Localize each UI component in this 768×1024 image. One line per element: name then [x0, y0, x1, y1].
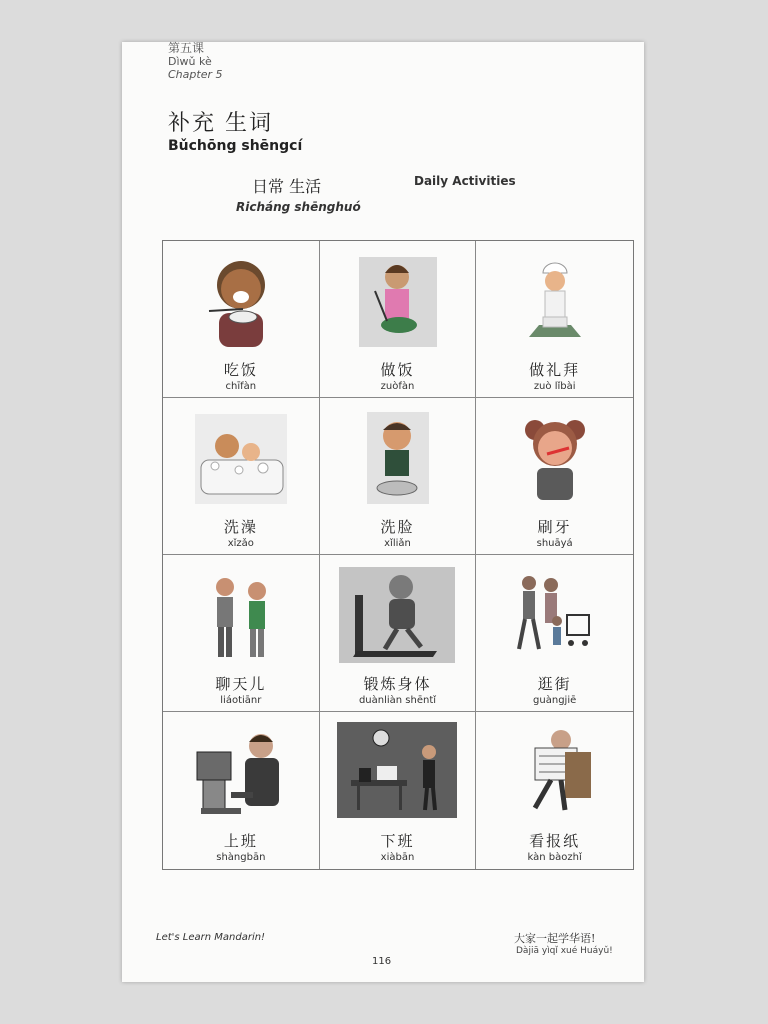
- brushing-teeth-icon: [490, 406, 620, 510]
- page-title: 补充 生词: [168, 111, 273, 136]
- vocab-pinyin: liáotiānr: [220, 695, 262, 706]
- vocab-card: [163, 241, 320, 398]
- textbook-page: [122, 42, 644, 982]
- vocab-pinyin: guàngjiē: [533, 695, 577, 706]
- chapter-cn: 第五课: [168, 41, 205, 55]
- footer-slogan-cn: 大家一起学华语!: [514, 932, 596, 945]
- footer-slogan-pinyin: Dàjiā yìqǐ xué Huáyǔ!: [516, 946, 613, 956]
- vocab-card: [476, 712, 633, 869]
- vocab-chinese: 聊天儿: [215, 675, 267, 693]
- vocab-chinese: 刷牙: [537, 518, 572, 536]
- vocab-chinese: 洗澡: [223, 518, 258, 536]
- vocabulary-grid: [162, 240, 634, 870]
- vocab-pinyin: zuòfàn: [380, 381, 415, 392]
- vocab-card: [320, 398, 477, 555]
- reading-newspaper-icon: [490, 720, 620, 824]
- vocab-chinese: 逛街: [537, 675, 572, 693]
- vocab-pinyin: zuò lǐbài: [533, 381, 576, 392]
- vocab-card: [476, 398, 633, 555]
- vocab-card: [320, 241, 477, 398]
- vocab-card: [163, 712, 320, 869]
- praying-icon: [490, 249, 620, 353]
- section-title-pinyin: Richáng shēnghuó: [236, 200, 361, 214]
- vocab-card: [476, 555, 633, 712]
- vocab-chinese: 做饭: [380, 361, 415, 379]
- eating-rice-icon: [176, 249, 306, 353]
- shopping-icon: [490, 563, 620, 667]
- vocab-chinese: 吃饭: [223, 361, 258, 379]
- vocab-pinyin: shàngbān: [216, 852, 266, 863]
- vocab-pinyin: duànliàn shēntǐ: [358, 695, 437, 706]
- vocab-chinese: 看报纸: [529, 832, 581, 850]
- working-at-computer-icon: [176, 720, 306, 824]
- vocab-card: [476, 241, 633, 398]
- vocab-pinyin: xǐzǎo: [227, 538, 254, 549]
- vocab-pinyin: chīfàn: [225, 381, 257, 392]
- vocab-pinyin: kàn bàozhǐ: [527, 852, 582, 863]
- vocab-chinese: 上班: [223, 832, 258, 850]
- section-title: 日常 生活: [252, 177, 322, 196]
- bathing-icon: [176, 406, 306, 510]
- vocab-chinese: 做礼拜: [529, 361, 581, 379]
- chapter-header: [168, 42, 222, 81]
- vocab-chinese: 锻炼身体: [363, 675, 432, 693]
- page-number: 116: [372, 956, 392, 967]
- chapter-en: Chapter 5: [168, 68, 223, 81]
- vocab-pinyin: xǐliǎn: [384, 538, 411, 549]
- chapter-pinyin: Dìwǔ kè: [168, 55, 212, 68]
- footer-book-title: Let's Learn Mandarin!: [156, 932, 266, 943]
- vocab-chinese: 洗脸: [380, 518, 415, 536]
- vocab-chinese: 下班: [380, 832, 415, 850]
- vocab-card: [320, 555, 477, 712]
- vocab-card: [163, 398, 320, 555]
- vocab-pinyin: shuāyá: [536, 538, 573, 549]
- section-title-english: Daily Activities: [414, 174, 516, 188]
- cooking-icon: [332, 249, 462, 353]
- chatting-icon: [176, 563, 306, 667]
- exercising-icon: [332, 563, 462, 667]
- vocab-card: [320, 712, 477, 869]
- vocab-pinyin: xiàbān: [380, 852, 415, 863]
- vocab-card: [163, 555, 320, 712]
- page-title-pinyin: Bǔchōng shēngcí: [168, 138, 303, 154]
- washing-face-icon: [332, 406, 462, 510]
- leaving-office-icon: [332, 720, 462, 824]
